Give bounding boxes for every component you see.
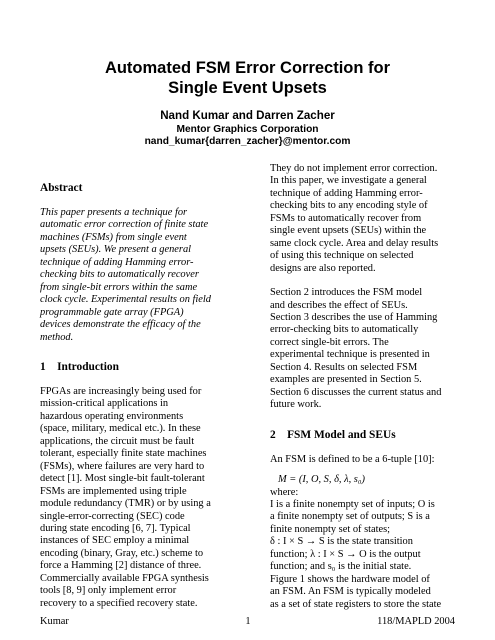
abstract-line: programmable gate array (FPGA) xyxy=(40,306,184,318)
body-line: finite nonempty set of states; xyxy=(270,523,391,535)
body-line: designs are also reported. xyxy=(270,262,376,274)
footer-conference: 118/MAPLD 2004 xyxy=(377,616,455,627)
body-line: In this paper, we investigate a general xyxy=(270,175,427,187)
intro-line: single-error-correcting (SEC) code xyxy=(40,510,185,522)
author-block xyxy=(40,110,455,149)
abstract-line: method. xyxy=(40,331,74,343)
body-line: a finite nonempty set of outputs; S is a xyxy=(270,511,430,523)
body-line: Section 6 discusses the current status and xyxy=(270,386,442,398)
intro-line: (space, military, medical etc.). In these xyxy=(40,423,201,435)
page-number: 1 xyxy=(245,616,251,627)
introduction-heading: 1 Introduction xyxy=(40,360,119,373)
author-names: Nand Kumar and Darren Zacher xyxy=(160,109,335,122)
intro-line: recovery to a specified recovery state. xyxy=(40,597,198,609)
abstract-line: upsets (SEUs). We present a general xyxy=(40,244,192,256)
abstract-line: automatic error correction of finite state xyxy=(40,219,209,231)
section2-body xyxy=(270,487,480,612)
abstract-body xyxy=(40,207,260,344)
intro-line: tolerant, especially finite state machines xyxy=(40,448,207,460)
intro-line: detect [1]. Most single-bit fault-tolerant xyxy=(40,473,205,485)
intro-line: applications, the circuit must be fault xyxy=(40,435,195,447)
body-line: FSMs to automatically recover from xyxy=(270,212,422,224)
body-line: function; λ : I × S → O is the output xyxy=(270,548,421,560)
body-line: checking bits to any encoding style of xyxy=(270,200,428,212)
abstract-heading: Abstract xyxy=(40,182,83,194)
intro-line: during state encoding [6, 7]. Typical xyxy=(40,522,191,534)
left-column xyxy=(40,181,260,610)
body-line: an FSM. An FSM is typically modeled xyxy=(270,586,431,598)
body-line: technique of adding Hamming error- xyxy=(270,187,423,199)
section2-heading: 2 FSM Model and SEUs xyxy=(270,428,396,441)
intro-line: encoding (binary, Gray, etc.) scheme to xyxy=(40,547,204,559)
intro-line: (FSMs), where failures are very hard to xyxy=(40,460,205,472)
intro-line: FPGAs are increasingly being used for xyxy=(40,385,202,397)
abstract-line: machines (FSMs) from single event xyxy=(40,231,187,243)
intro-line: instances of SEC employ a minimal xyxy=(40,535,190,547)
intro-line: force a Hamming [2] distance of three. xyxy=(40,560,202,572)
author-affiliation: Mentor Graphics Corporation xyxy=(176,123,319,135)
body-line: Figure 1 shows the hardware model of xyxy=(270,573,430,585)
title-line-2: Single Event Upsets xyxy=(168,79,327,97)
body-line: examples are presented in Section 5. xyxy=(270,374,422,386)
body-line: where: xyxy=(270,486,299,498)
body-line: Section 3 describes the use of Hamming xyxy=(270,311,438,323)
fsm-equation: M = (I, O, S, δ, λ, s₀) xyxy=(278,474,365,486)
abstract-line: checking bits to automatically recover xyxy=(40,269,199,281)
abstract-line: clock cycle. Experimental results on field xyxy=(40,294,211,306)
paper-title xyxy=(40,58,455,98)
footer-author: Kumar xyxy=(40,616,69,627)
abstract-line: This paper presents a technique for xyxy=(40,207,188,218)
intro-line: module redundancy (TMR) or by using a xyxy=(40,498,211,510)
body-line: of using this technique on selected xyxy=(270,250,414,262)
body-line: I is a finite nonempty set of inputs; O is xyxy=(270,498,435,510)
section2-intro: An FSM is defined to be a 6-tuple [10]: xyxy=(270,453,435,465)
intro-line: FSMs are implemented using triple xyxy=(40,485,187,497)
right-paragraph-2 xyxy=(270,287,480,412)
body-line: Section 4. Results on selected FSM xyxy=(270,361,418,373)
title-line-1: Automated FSM Error Correction for xyxy=(104,59,391,77)
body-line: and describes the effect of SEUs. xyxy=(270,299,408,311)
body-line: experimental technique is presented in xyxy=(270,349,430,361)
right-column xyxy=(270,163,480,611)
body-line: as a set of state registers to store the state xyxy=(270,598,442,610)
body-line: correct single-bit errors. The xyxy=(270,336,389,348)
body-line: They do not implement error correction. xyxy=(270,163,438,174)
body-line: δ : I × S → S is the state transition xyxy=(270,536,413,548)
abstract-line: from single-bit errors within the same xyxy=(40,281,198,293)
body-line: future work. xyxy=(270,399,322,411)
introduction-body xyxy=(40,386,260,610)
abstract-line: technique of adding Hamming error- xyxy=(40,256,194,268)
intro-line: tools [8, 9] only implement error xyxy=(40,585,177,597)
body-line: error-checking bits to automatically xyxy=(270,324,419,336)
right-paragraph-1 xyxy=(270,163,480,275)
abstract-line: devices demonstrate the efficacy of the xyxy=(40,319,201,331)
body-line: function; and s₀ is the initial state. xyxy=(270,561,412,573)
body-line: single event upsets (SEUs) within the xyxy=(270,225,427,237)
body-line: same clock cycle. Area and delay results xyxy=(270,237,439,249)
intro-line: Commercially available FPGA synthesis xyxy=(40,572,209,584)
intro-line: hazardous operating environments xyxy=(40,410,184,422)
intro-line: mission-critical applications in xyxy=(40,398,169,410)
author-email: nand_kumar{darren_zacher}@mentor.com xyxy=(144,136,351,147)
body-line: Section 2 introduces the FSM model xyxy=(270,287,423,299)
